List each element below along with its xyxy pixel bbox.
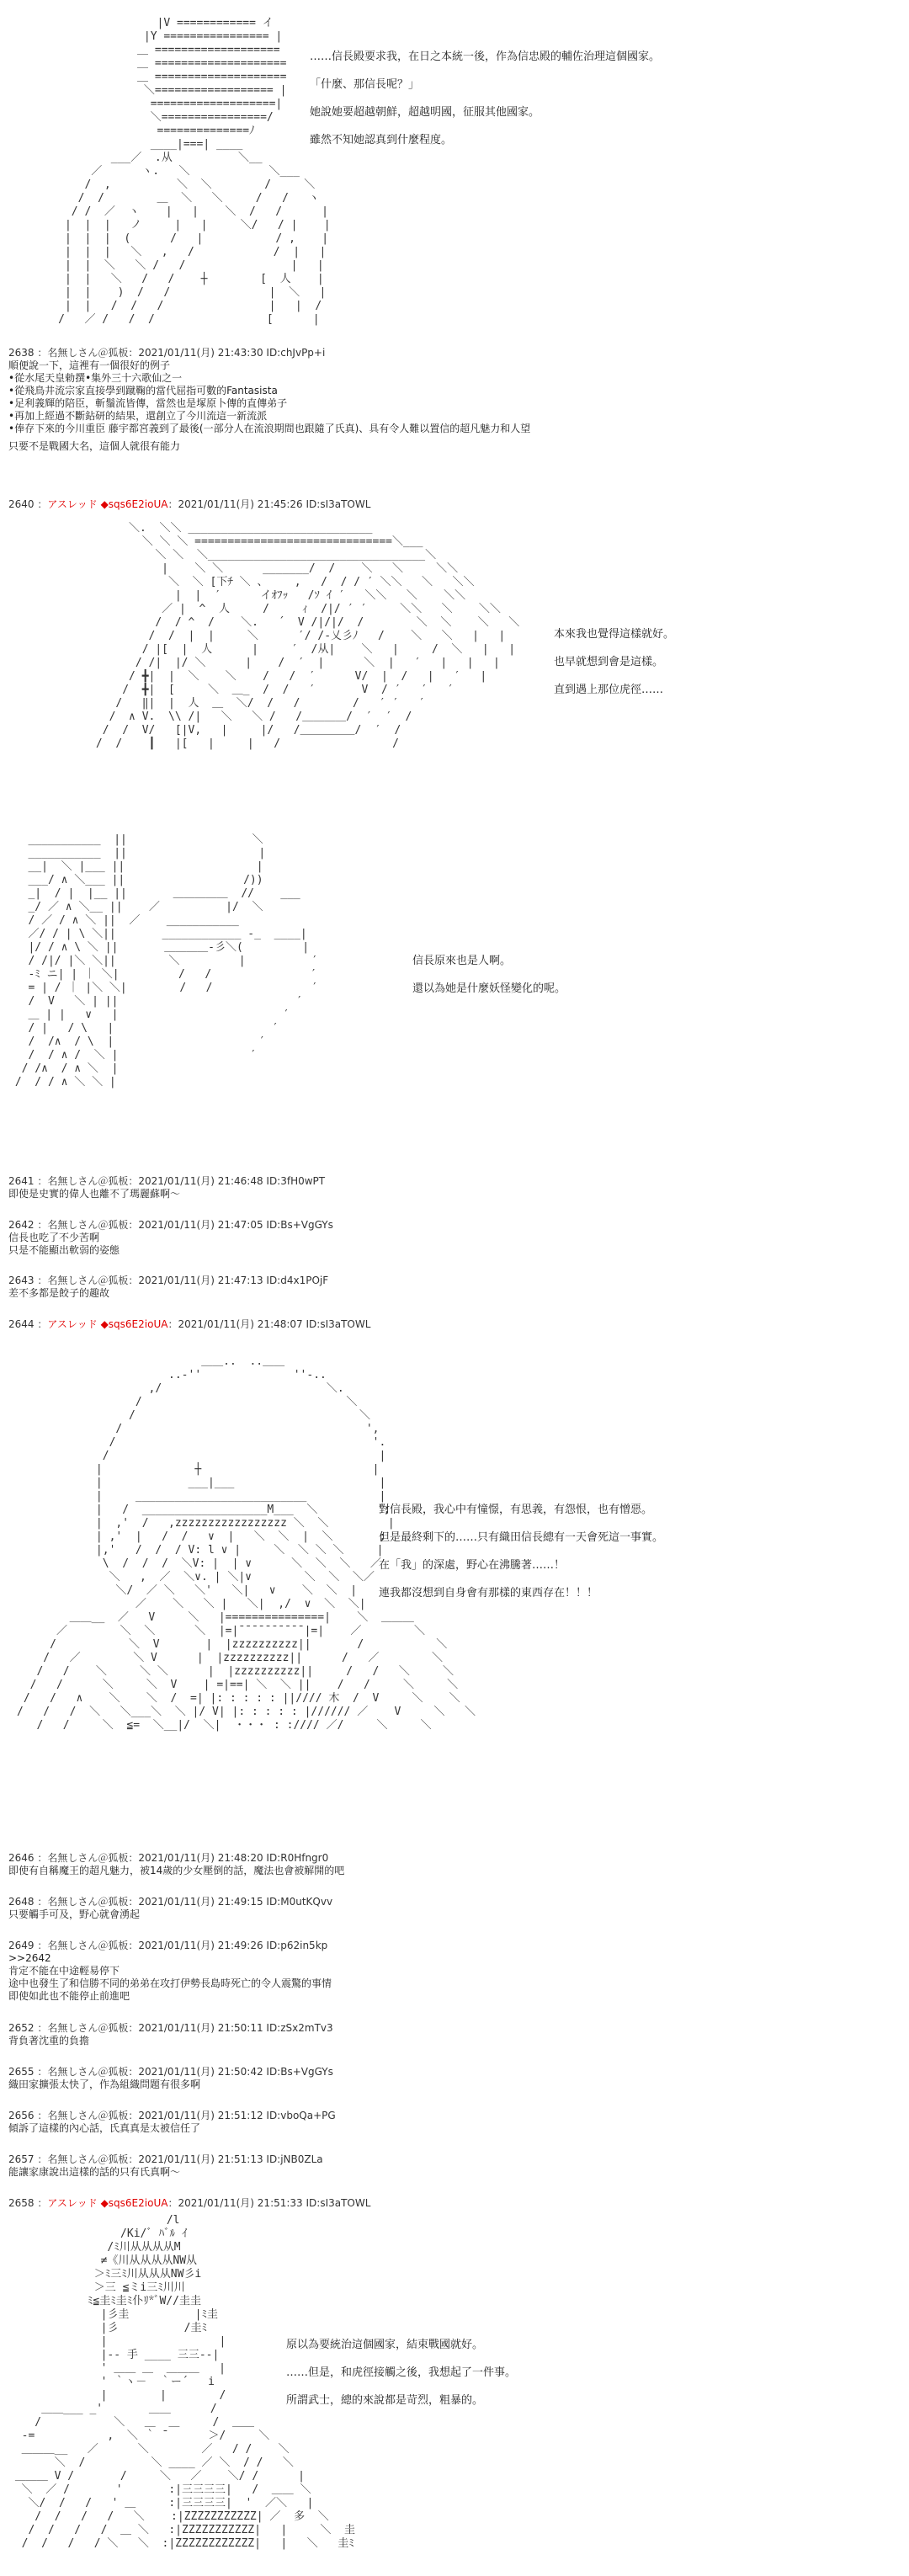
post-header: 2641 ：名無しさん＠狐板：2021/01/11(月) 21:46:48 ID:3fH0wPT: [8, 1175, 326, 1187]
post-number: 2644 ：: [8, 1318, 48, 1330]
post-2658: [8, 2197, 370, 2210]
ascii-art-figure-5: /l /Ki/ﾞ ﾊﾞﾙ ｲ /ﾐ川从从从从M ≠《川从从从从NW从 ＞ﾐ三ﾐ川从从从NW彡i ＞三 ≦ミi三ﾐ川川 ﾐ≦圭ﾐ圭ﾐ仆ﾘ*ﾞW//圭圭 |彡圭 |ﾐ圭 |彡 /圭ﾐ | | |‐- 手 ____ 三三-‐| ' ＿＿ ＿ ＿＿＿ | ' ｀ヽ－ ｀ー´ i | | / ＿＿___ _' ＿＿ / / ＼ ＿ ＿ / ＿＿ ‐= , ＼ ｀ ¯ ＞/ ＼ ＿＿＿__ ／ ＼ ／ / / ＼ ＼ / ＼ ____ ／ ＼ / / ＼ ＿＿＿ V / / ＼ ／ ＼/ / | ＼ ／ / ' :|三三三三| / ＿＿ ＼ ＼/ / / ' ＿ :|三三三三| ' ／＼ | / / / / ＼ :|ZZZZZZZZZZZ| ／ 多 ＼ / / / / ＿ ＼ :|ZZZZZZZZZZZ| | ＼ 圭 / / / / ＼ ＼ :|ZZZZZZZZZZZZ| | ＼ 圭ﾐ: [14, 2214, 356, 2550]
post-number: 2640 ：: [8, 498, 48, 510]
dialog-block-4: [379, 1504, 663, 1615]
author-name[interactable]: アスレッド ◆sqs6E2ioUA: [47, 2197, 168, 2209]
post-line: 差不多都是餃子的趣故: [8, 1287, 110, 1299]
post-2646: [8, 1852, 344, 1877]
post-line: 傾訴了這樣的內心話，氏真真是太被信任了: [8, 2122, 201, 2134]
post-line: •從飛鳥井流宗家直接學到蹴鞠的當代屈指可數的Fantasista: [8, 385, 278, 397]
post-header: 2648 ：名無しさん＠狐板：2021/01/11(月) 21:49:15 ID:M0utKQvv: [8, 1896, 333, 1908]
dialog-block-3: [412, 955, 566, 1010]
post-line: •從水尾天皇勅撰•集外三十六歌仙之一: [8, 372, 183, 384]
ascii-art-figure-1: |V ============ イ |Y ================ | ＿ =================== ＿ ==================== ＿ ==================== ＼================== | ===================| ＼================/ ==============ﾉ ____|===| ____ ___／ .从 ＼__ ／ ヽ. ＼ ＼___ / , ＼ ＼ / ＼ / / ＿ ＼ ＼ / / ヽ / / ／ ヽ | | ＼ / / | | | | ノ | | ＼/ / | | | | | ( / | / , | | | | ＼ , / / | | | | ＼ ＼ / / | | | | ＼ / / ┼ [ 人 | | | ) / / | ＼ | | | / / / | | / / ／ / / / [ |: [58, 17, 331, 326]
dialog-line: 連我都沒想到自身會有那樣的東西存在！！！: [379, 1587, 598, 1599]
dialog-line: ……信長殿要求我，在日之本統一後，作為信忠殿的輔佐治理這個國家。: [310, 51, 661, 63]
post-line: 信長也吃了不少苦啊: [8, 1232, 100, 1243]
author-name[interactable]: アスレッド ◆sqs6E2ioUA: [47, 498, 168, 510]
dialog-block-5: [286, 2339, 516, 2422]
post-number: 2658 ：: [8, 2197, 48, 2209]
post-line: 途中也發生了和信勝不同的弟弟在攻打伊勢長島時死亡的令人震驚的事情: [8, 1977, 332, 1989]
post-2638: [8, 347, 530, 453]
post-2656: [8, 2110, 336, 2135]
dialog-line: 也早就想到會是這樣。: [554, 656, 664, 668]
dialog-line: 直到遇上那位虎徑……: [554, 684, 664, 696]
dialog-line: 所謂武士，總的來說都是苛烈，粗暴的。: [286, 2394, 484, 2407]
post-header: 2656 ：名無しさん＠狐板：2021/01/11(月) 21:51:12 ID:vboQa+PG: [8, 2110, 336, 2121]
ascii-art-figure-2: ＼. ＼＼ ____________________________ ＼ ＼ ＼ ==============================＼___ ＼ ＼ ＼_________________________________＼ | ＼ ＼ _______/ / ＼ ＼ ＼＼ ＼ ＼ [下ﾁ ＼ 、 , / / / ′ ＼＼ ＼ ＼＼ | | ′ イｵﾌｯ /ｿ ｲ ′ ＼＼ ＼ ＼＼ ／ | ^ 人 / ｨ /|/ ′ ′ ＼＼ ＼ ＼＼ / / ^ / ＼. ´ V /|/|/ / ＼ ＼ ＼ ＼ / / | | ＼ ′/ /-乂彡ﾉ / ＼ ＼ | | / |[ | 人 | ′ /从| ＼ | / ＼ | | / /| |/ ＼ | / ′ | ＼ | ′ | | | / ╋| | ＼ ＼ / / ′ V/ | / | ′ | / ╋| [ ＼ ＿_ / / ′ V / ′ ′ ′ / ‖| | 人 ＿ ＼/ / / / ′ ′ ′ / ∧ V. \\ /| ＼ ＼ / /＿＿＿＿/ ′ ′ / / / V/ [|V, | |/ /＿＿＿＿＿/ ′ / / / ┃ |[ | | / /: [95, 522, 520, 750]
dialog-line: 原以為要統治這個國家，結束戰國就好。: [286, 2339, 484, 2351]
post-2657: [8, 2153, 323, 2179]
post-2644: [8, 1318, 370, 1331]
ascii-art-figure-4: ＿＿.. ..＿＿ ..‐'' ''‐.. ,/ ＼. / ＼ / ＼ / ', / '. / | | ┼ | | ___|___ | | __________________________ | | / ___________________M___ ＼ '; | ,' / ,zzzzzzzzzzzzzzzzz ＼ ＼ | | ,' | / / ∨ | ＼ ＼ | ＼ ; |,' / / / V: l ∨ | ＼ ＼ ＼ ＼ | \ / / / ＼V: | | ∨ ＼ ＼ ＼ ／ ＼ , ／ ＼∨. | ＼|∨ ＼ ＼ ＼／ ＼/ ／ ＼ ＼' ＼| ∨ ＼ ＼ | ／ ＼ ＼ | ＼| ,/ ∨ ＼ ＼| ＿＿__ ／ V ＼ |===============| ＼ ＿＿＿ ／ ＼ ＼ ＼ |=|¯¯¯¯¯¯¯¯¯¯|=| ／ ＼ / ＼ V | |zzzzzzzzzz|| / ＼ / ／ ＼ V | |zzzzzzzzzz|| / ／ ＼ / / ＼ ＼ ＼ | |zzzzzzzzzz|| / / ＼ ＼ / / ＼ ＼ V | =|==| ＼ ＼ || / / ＼ ＼ / / ∧ ＼ ＼ / =| |: : : : : ||//// 木 / V ＼ ＼ / / / ＼ ＼___＼ ＼ |/ V| |: : : : : |////// ／ V ＼ ＼ / / ＼ ≦= ＼__|/ ＼| ・・・ : ://// ／/ ＼ ＼: [17, 1355, 476, 1732]
dialog-block-2: [554, 628, 674, 711]
post-line: 只要觸手可及，野心就會湧起: [8, 1908, 141, 1920]
post-meta: ：2021/01/11(月) 21:45:26 ID:sI3aTOWL: [167, 498, 371, 510]
post-line: 織田家擴張太快了，作為組織問題有很多啊: [8, 2078, 201, 2090]
post-header: 2652 ：名無しさん＠狐板：2021/01/11(月) 21:50:11 ID:zSx2mTv3: [8, 2022, 333, 2034]
dialog-line: 「什麼、那信長呢？」: [310, 78, 420, 91]
dialog-block-1: [310, 51, 660, 162]
author-name[interactable]: アスレッド ◆sqs6E2ioUA: [47, 1318, 168, 1330]
ascii-art-figure-3: ___________ || ＼ ___________ || | __| ＼ |___ || | ___/ ∧ ＼___ || /)) _| / | |__ || ＿＿＿＿＿ // ___ _/ ／ ∧ ＼__ || ／ |/ ＼ / ／ / ∧ ＼ || ／ ___________ ／/ / | \ ＼|| ____________ ‐_ ____| |/ / ∧ \ ＼ || ＿＿＿＿-彡＼( | / /|/ |＼ ＼|| ＼ | ′ -ﾐ ニ| | ｜ ＼| / / ′ = | / ｜ |＼ ＼| / / ′ / V ＼ | || ′ ＿ | | ∨ | ′ / | / \ | ′ / /∧ / \ | ′ / / ∧ / ＼ | ′ / /∧ / ∧ ＼ | / / / ∧ ＼ ＼ |: [14, 833, 318, 1088]
dialog-line: 但是最終剩下的……只有織田信長總有一天會死這一事實。: [379, 1531, 664, 1544]
post-meta: ：2021/01/11(月) 21:51:33 ID:sI3aTOWL: [167, 2197, 371, 2209]
post-2655: [8, 2066, 333, 2091]
post-2649: [8, 1940, 332, 2003]
dialog-line: 她說她要超越朝鮮，超越明國，征服其他國家。: [310, 106, 540, 119]
post-line: 即使是史實的偉人也離不了瑪麗蘇啊～: [8, 1188, 181, 1200]
post-line: •俸存下來的今川重臣 藤宇都宮義到了最後(一部分人在流浪期間也跟隨了氏真)、具有令人難以置信的超凡魅力和人望: [8, 423, 531, 434]
post-header: 2642 ：名無しさん＠狐板：2021/01/11(月) 21:47:05 ID:Bs+VgGYs: [8, 1219, 333, 1231]
post-meta: ：2021/01/11(月) 21:48:07 ID:sI3aTOWL: [167, 1318, 371, 1330]
dialog-line: 還以為她是什麼妖怪變化的呢。: [412, 982, 566, 995]
dialog-line: 本來我也覺得這樣就好。: [554, 628, 675, 641]
post-2648: [8, 1896, 332, 1921]
dialog-line: 對信長殿，我心中有憧憬，有思義，有怨恨，也有憎惡。: [379, 1504, 653, 1516]
post-line: •再加上經過不斷鉆研的結果，還創立了今川流這一新流派: [8, 410, 268, 422]
post-line: 只要不是戰國大名，這個人就很有能力: [8, 440, 181, 452]
dialog-line: 信長原來也是人啊。: [412, 955, 512, 967]
dialog-line: 在「我」的深處，野心在沸騰著……！: [379, 1559, 566, 1572]
post-header: 2649 ：名無しさん＠狐板：2021/01/11(月) 21:49:26 ID:p62in5kp: [8, 1940, 328, 1951]
post-line: >>2642: [8, 1952, 51, 1964]
post-line: 順便說一下，這裡有一個很好的例子: [8, 359, 171, 371]
post-2652: [8, 2022, 333, 2047]
post-2641: [8, 1175, 325, 1200]
post-line: 能讓家康說出這樣的話的只有氏真啊～: [8, 2166, 181, 2178]
post-header: 2638 ：名無しさん＠狐板：2021/01/11(月) 21:43:30 ID:chJvPp+i: [8, 347, 326, 359]
post-line: 肯定不能在中途輕易停下: [8, 1965, 120, 1977]
post-2642: [8, 1219, 333, 1257]
post-line: 即使如此也不能停止前進吧: [8, 1990, 130, 2002]
post-line: 背負著沈重的負擔: [8, 2035, 90, 2046]
post-line: 即使有自稱魔王的超凡魅力，被14歲的少女壓倒的話，魔法也會被解開的吧: [8, 1865, 345, 1876]
post-header: 2657 ：名無しさん＠狐板：2021/01/11(月) 21:51:13 ID:jNB0ZLa: [8, 2153, 323, 2165]
post-header: 2655 ：名無しさん＠狐板：2021/01/11(月) 21:50:42 ID:Bs+VgGYs: [8, 2066, 333, 2078]
post-line: 只是不能顯出軟弱的姿態: [8, 1244, 120, 1256]
dialog-line: ……但是，和虎徑接觸之後，我想起了一件事。: [286, 2366, 517, 2379]
post-2640: [8, 498, 370, 511]
post-2643: [8, 1275, 328, 1300]
post-header: 2643 ：名無しさん＠狐板：2021/01/11(月) 21:47:13 ID:d4x1POjF: [8, 1275, 329, 1286]
dialog-line: 雖然不知她認真到什麼程度。: [310, 134, 453, 146]
post-header: 2646 ：名無しさん＠狐板：2021/01/11(月) 21:48:20 ID:R0Hfngr0: [8, 1852, 329, 1864]
post-line: •足利義輝的陪臣，斬鬚流皆傳，當然也是塚原卜傳的直傳弟子: [8, 397, 288, 409]
